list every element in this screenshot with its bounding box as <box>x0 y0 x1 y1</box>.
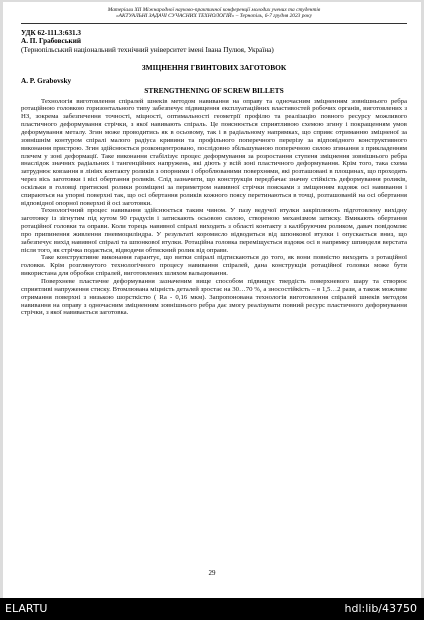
page-number: 29 <box>208 569 216 577</box>
author-name: А. П. Грабовський <box>21 37 81 46</box>
english-author: A. P. Grabovsky <box>21 76 72 85</box>
header-line-1: Матеріали XII Міжнародної науково-практичної конференції молодих учених та студентів <box>107 7 321 13</box>
article-title: ЗМІЦНЕННЯ ГВИНТОВИХ ЗАГОТОВОК <box>141 62 287 72</box>
document-page <box>3 2 421 598</box>
header-rule <box>21 23 407 24</box>
header-line-2: «АКТУАЛЬНІ ЗАДАЧІ СУЧАСНИХ ТЕХНОЛОГІЙ» – Тернопіль, 6-7 грудня 2023 року <box>115 13 313 20</box>
body-paragraph-3: Таке конструктивне виконання гарантує, що витки спіралі підтискаються до того, як вони повністю виходять з ротаційної головки. Крім розглянутого технологічного процесу навивання спіралей, дана конструкція ротаційної головки може бути використана для обробки спіралей, виготовлених шляхом вальцювання. <box>21 254 407 278</box>
body-paragraph-2: Технологічний процес навивання здійснюється таким чином. У пазу ведучої втулки закріплюють підготовлену вихідну заготовку із зігнутим під кутом 90 градусів і затискають осьовою силою, створеною механізмом затиску. Вмикають обертання ротаційної головки та оправи. Коли торець навивної спіралі виходить з області контакту з калібруючим роликом, давач повідомляє про припинення живлення пневмоциліндра. У результаті коромисло відводиться від шпонкової втулки і опускається вниз, що забезпечує вихід навивної спіралі та шпонкової втулки. Ротаційна головка переміщується вздовж осі в напрямку шпинделя верстата після того, як стрічка подається, відводячи обтискний ролик від оправи. <box>21 207 407 254</box>
repository-name: ELARTU <box>5 602 48 615</box>
udk-code: УДК 62-111.3:631.3 <box>21 28 82 37</box>
repository-footer <box>0 598 424 620</box>
body-paragraph-4: Поверхневе пластичне деформування зазначеним вище способом підвищує твердість поверхневого шару та створює сприятливі напруження стиску. Втомлювана міцність деталей зростає на 30…70 %, а зносостійкість – в 1,5…2 рази, а також можливе отримання поверхні з низькою шорсткістю ( Ra - 0,16 мкм). Запропонована технологія виготовлення спіралей шнеків методом навивання на оправу з одночасним зміцненням зовнішнього ребра дає змогу реалізувати повний ресурс пластичного деформування стрічки, з якої навивається заготовка. <box>21 278 407 317</box>
author-affiliation: (Тернопільський національний технічний університет імені Івана Пулюя, Україна) <box>21 46 274 54</box>
handle-identifier[interactable]: hdl:lib/43750 <box>344 602 417 615</box>
body-paragraph-1: Технологія виготовлення спіралей шнеків методом навивання на оправу та одночасним зміцненням зовнішнього ребра ротаційною головкою горизонтального типу забезпечує підвищення експлуатаційних властивостей робочих органів, виготовлених з НЗ, зокрема забезпечення точності, міцності, оптимальності геометрії профілю та реалізацію повного ресурсу можливого пластичного деформування стрічки, з якої навивають спіраль. Це пояснюється сприятливою схемою згину і покращенням умов деформування металу. Згин може проводитись як в осьовому, так і в радіальному напрямках, що сприяє отриманню зміцненої за зовнішнім контуром спіралі малого радіуса кривини та профільного поперечного перерізу за відповідного конструктивного виконання пристрою. Згин здійснюється розконцентровано, послідовно збільшуваною поперечною силою згинання з прикладенням плечем у зоні деформації. Таке виконання стабілізує процес деформування за розростання ступеня зміцнення зовнішнього ребра внаслідок значних радіальних і тангенційних напружень, які діють у всій зоні пластичного деформування. Крім того, така схема затруднює ковзання в лініях контакту роликів з опорними і оброблюваними поверхнями, які розташовані в площинах, що проходять через вісь заготовки і вісі обертання роликів. Слід зазначити, що конструкція передбачає значну стійкість деформування роликів, оскільки в головці притискні ролики розміщені за периметром навивної стрічки поясками з зміщенням вздовж осі навивання і спираються на упорні поверхні так, що осі обертання роликів кожного поясу перетинаються в точці, розташованій на осі обертання відповідної опорної поверхні й осі заготовки. <box>21 97 407 207</box>
running-header <box>21 7 407 20</box>
english-title: STRENGTHENING OF SCREW BILLETS <box>144 85 284 95</box>
